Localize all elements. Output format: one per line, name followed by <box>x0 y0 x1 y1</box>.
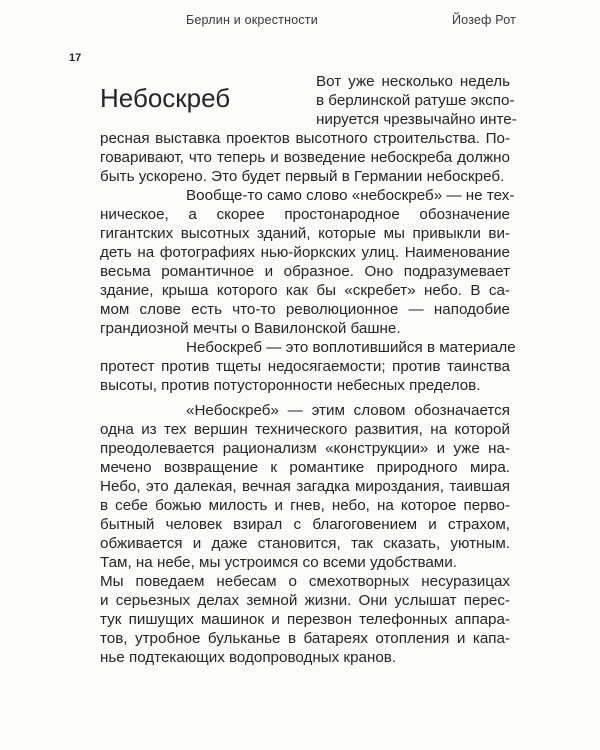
text-line: деть на фотографиях нью-йоркских улиц. Наименование <box>100 244 510 261</box>
text-line: Мы поведаем небесам о смехотворных несуразицах <box>100 573 510 590</box>
text-line: и серьезных делах земной жизни. Они услышат перес- <box>100 592 510 609</box>
text-line: весьма романтичное и образное. Оно подразумевает <box>100 263 510 280</box>
text-line: Небо, это далекая, вечная загадка мироздания, таившая <box>100 478 510 495</box>
text-line: высоты, против потусторонности небесных пределов. <box>100 377 481 394</box>
text-line: преодолевается рационализм «конструкции» и уже на- <box>100 440 510 457</box>
text-line: мом слове есть что-то революционное — наподобие <box>100 301 510 318</box>
text-line: протест против тщеты недосягаемости; против таинства <box>100 358 510 375</box>
text-line: нируется чрезвычайно инте- <box>316 111 517 128</box>
text-line: ресная выставка проектов высотного строительства. По- <box>100 130 510 147</box>
text-line: «Небоскреб» — этим словом обозначается <box>186 402 510 419</box>
text-line: здание, крыша которого как бы «скребет» небо. В са- <box>100 282 510 299</box>
text-line: в берлинской ратуше экспо- <box>316 92 515 109</box>
text-line: тук пишущих машинок и перезвон телефонных аппара- <box>100 611 510 628</box>
text-line: Небоскреб — это воплотившийся в материале <box>186 339 516 356</box>
text-line: Там, на небе, мы устроимся со всеми удобствами. <box>100 554 457 571</box>
text-line: бытный человек взирал с благоговением и страхом, <box>100 516 510 533</box>
text-line: ническое, а скорее простонародное обозначение <box>100 206 510 223</box>
text-line: в себе божью милость и гнев, небо, на которое перво- <box>100 497 510 514</box>
text-line: быть ускорено. Это будет первый в Германии небоскреб. <box>100 168 505 185</box>
page-number: 17 <box>69 52 82 64</box>
running-head-book-title: Берлин и окрестности <box>186 13 318 27</box>
running-head-author: Йозеф Рот <box>452 13 517 27</box>
text-line: тов, утробное бульканье в батареях отопления и капа- <box>100 630 510 647</box>
text-line: гигантских высотных зданий, которые мы привыкли ви- <box>100 225 510 242</box>
text-line: говаривают, что теперь и возведение небоскреба должно <box>100 149 510 166</box>
text-line: грандиозной мечты о Вавилонской башне. <box>100 320 401 337</box>
text-line: нье подтекающих водопроводных кранов. <box>100 649 397 666</box>
text-line: одна из тех вершин технического развития, на которой <box>100 421 510 438</box>
text-line: мечено возвращение к романтике природного мира. <box>100 459 510 476</box>
text-line: Вообще-то само слово «небоскреб» — не тех- <box>186 187 515 204</box>
chapter-title: Небоскреб <box>100 83 231 113</box>
text-line: обживается и даже становится, так сказать, уютным. <box>100 535 510 552</box>
text-line: Вот уже несколько недель <box>316 73 510 90</box>
